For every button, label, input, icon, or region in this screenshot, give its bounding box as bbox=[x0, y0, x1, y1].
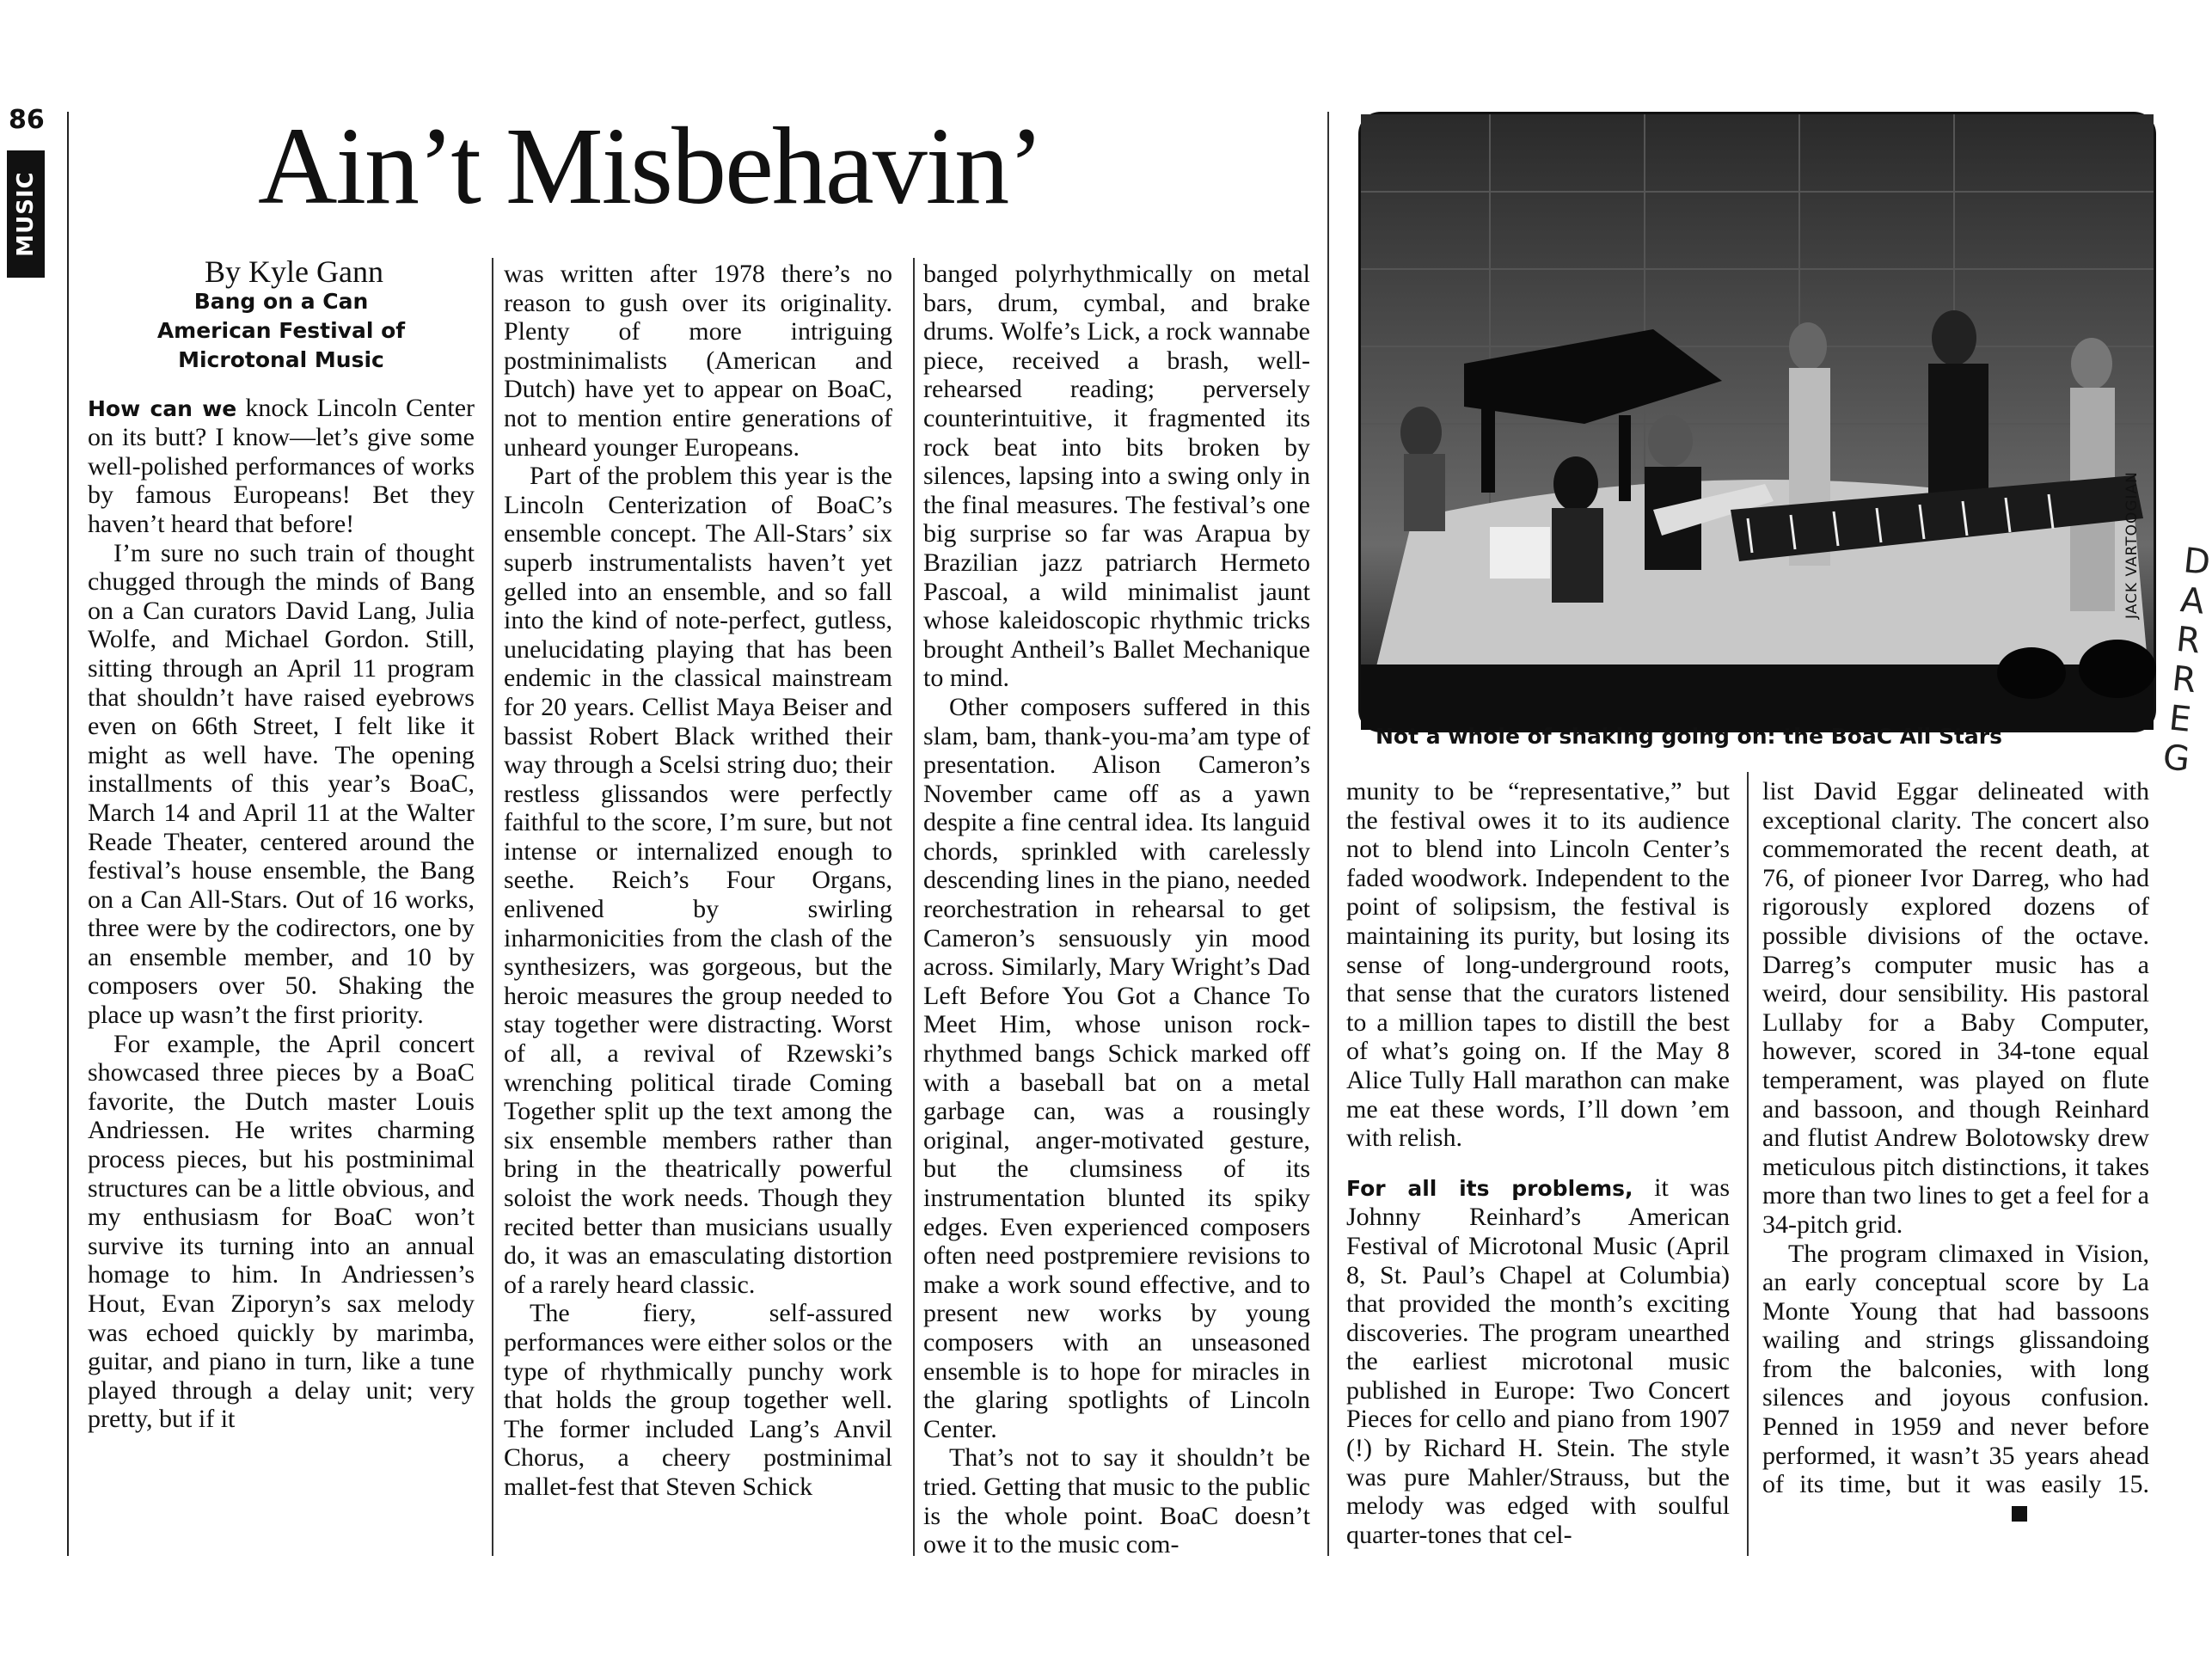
column-1 bbox=[88, 254, 475, 1434]
photo-credit: JACK VARTOOGIAN bbox=[2123, 471, 2141, 619]
paragraph: For example, the April concert showcased three pieces by a BoaC favorite, the Dutch master Louis Andriessen. He writes charming process pieces, but his postminimal structures can be a little obvious, and my enthusiasm for BoaC won’t survive its turning into an annual homage to him. In Andriessen’s Hout, Evan Ziporyn’s sax melody was echoed quickly by marimba, guitar, and piano in turn, like a tune played through a delay unit; very pretty, but if it bbox=[88, 1029, 475, 1434]
paragraph: was written after 1978 there’s no reason to gush over its originality. Plenty of more intriguing postminimalists (American and Dutch) have yet to appear on BoaC, not to mention entire generations of unheard younger Europeans. bbox=[504, 260, 892, 462]
page-number: 86 bbox=[9, 105, 45, 135]
column-3 bbox=[923, 260, 1310, 1559]
column-rule-4 bbox=[1747, 772, 1749, 1556]
headline: Ain’t Misbehavin’ bbox=[258, 105, 1043, 227]
deck-line-1: Bang on a Can bbox=[193, 288, 369, 314]
paragraph: The fiery, self-assured performances were either solos or the type of rhythmically punchy work that holds the group together well. The former included Lang’s Anvil Chorus, a cheery postminimal mallet-fest that Steven Schick bbox=[504, 1299, 892, 1501]
paragraph bbox=[1762, 1240, 2149, 1528]
paragraph: I’m sure no such train of thought chugged through the minds of Bang on a Can curators David Lang, Julia Wolfe, and Michael Gordon. Still, sitting through an April 11 program that shouldn’t have raised eyebrows even on 66th Street, I felt like it might as well have. The opening installments of this year’s BoaC, March 14 and April 11 at the Walter Reade Theater, centered around the festival’s house ensemble, the Bang on a Can All-Stars. Out of 16 works, three were by the codirectors, one by an ensemble member, and 10 by composers over 50. Shaking the place up wasn’t the first priority. bbox=[88, 538, 475, 1030]
section-tab bbox=[7, 150, 45, 278]
column-rule-3 bbox=[1327, 112, 1329, 1556]
paragraph: list David Eggar delineated with exceptional clarity. The concert also commemorated the recent death, at 76, of pioneer Ivor Darreg, who had rigorously explored dozens of possible divisions of the octave. Darreg’s computer music has a weird, dour sensibility. His pastoral Lullaby for a Baby Computer, however, scored in 34-tone equal temperament, was played on flute and bassoon, and though Reinhard and flutist Andrew Bolotowsky drew meticulous pitch distinctions, it takes more than two lines to get a feel for a 34-pitch grid. bbox=[1762, 777, 2149, 1239]
paragraph: munity to be “representative,” but the festival owes it to its audience not to blend into Lincoln Center’s faded woodwork. Independent to the point of solipsism, the festival is maintaining its purity, but losing its sense of long-underground roots, that sense that the curators listened to a million tapes to distill the best of what’s going on. If the May 8 Alice Tully Hall marathon can make me eat these words, I’ll down ’em with relish. bbox=[1346, 777, 1730, 1153]
paragraph-text: knock Lincoln Center on its butt? I know—let’s give some well-polished performances of works by famous Europeans! Bet they haven’t heard that before! bbox=[88, 393, 475, 538]
column-rule-2 bbox=[913, 258, 915, 1556]
column-2 bbox=[504, 260, 892, 1502]
paragraph bbox=[88, 394, 475, 539]
photo-illustration bbox=[1361, 114, 2154, 730]
deck-line-3: Microtonal Music bbox=[178, 346, 384, 372]
lead-in: For all its problems, bbox=[1346, 1175, 1633, 1201]
byline: By Kyle Gann bbox=[205, 254, 383, 289]
section-label: MUSIC bbox=[13, 171, 39, 257]
handwritten-note: DARREG bbox=[2160, 541, 2212, 780]
column-4 bbox=[1346, 777, 1730, 1549]
paragraph: Part of the problem this year is the Lincoln Centerization of BoaC’s ensemble concept. The All-Stars’ six superb instrumentalists haven’t yet gelled into an ensemble, and so fall into the kind of note-perfect, gutless, unelucidating playing that has been endemic in the classical mainstream for 20 years. Cellist Maya Beiser and bassist Robert Black writhed their way through a Scelsi string duo; their restless glissandos were perfectly faithful to the score, I’m sure, but not intense or internalized enough to seethe. Reich’s Four Organs, enlivened by swirling inharmonicities from the clash of the synthesizers, was gorgeous, but the heroic measures the group needed to stay together were distracting. Worst of all, a revival of Rzewski’s wrenching political tirade Coming Together split up the text among the six ensemble members rather than bring in the theatrically powerful soloist the work needs. Though they recited better than musicians usually do, it was an emasculating distortion of a rarely heard classic. bbox=[504, 462, 892, 1299]
end-mark bbox=[2012, 1506, 2027, 1522]
column-rule-1 bbox=[492, 258, 493, 1556]
paragraph: Other composers suffered in this slam, bam, thank-you-ma’am type of presentation. Alison Cameron’s November came off as a yawn despite a fine central idea. Its languid chords, sprinkled with carelessly descending lines in the piano, needed reorchestration in rehearsal to get Cameron’s sensuously yin mood across. Similarly, Mary Wright’s Dad Left Before You Got a Chance To Meet Him, whose unison rock-rhythmed bangs Schick marked off with a baseball bat on a metal garbage can, was a rousingly original, anger-motivated gesture, but the clumsiness of its instrumentation blunted its spiky edges. Even experienced composers often need postpremiere revisions to make a work sound effective, and to present new works by young composers with an unseasoned ensemble is to hope for miracles in the glaring spotlights of Lincoln Center. bbox=[923, 692, 1310, 1443]
column-5 bbox=[1762, 777, 2149, 1528]
paragraph bbox=[1346, 1173, 1730, 1550]
ensemble-photo bbox=[1358, 112, 2156, 732]
deck-line-2: American Festival of bbox=[156, 317, 406, 343]
deck bbox=[88, 287, 475, 375]
paragraph: That’s not to say it shouldn’t be tried. Getting that music to the public is the whole point. BoaC doesn’t owe it to the music com- bbox=[923, 1443, 1310, 1559]
paragraph-text: it was Johnny Reinhard’s American Festival of Microtonal Music (April 8, St. Paul’s Chapel at Columbia) that provided the month’s exciting discoveries. The program unearthed the earliest microtonal music published in Europe: Two Concert Pieces for cello and piano from 1907 (!) by Richard H. Stein. The style was pure Mahler/Strauss, but the melody was edged with soulful quarter-tones that cel- bbox=[1346, 1173, 1731, 1549]
photo-caption: Not a whole of shaking going on: the BoaC All Stars bbox=[1376, 724, 2003, 749]
paragraph: banged polyrhythmically on metal bars, drum, cymbal, and brake drums. Wolfe’s Lick, a rock wannabe piece, received a brash, well-rehearsed reading; perversely counterintuitive, it fragmented its rock beat into bits broken by silences, lapsing into a swing only in the final measures. The festival’s one big surprise so far was Arapua by Brazilian jazz patriarch Hermeto Pascoal, a wild minimalist jaunt whose kaleidoscopic rhythmic tricks brought Antheil’s Ballet Mechanique to mind. bbox=[923, 260, 1310, 693]
lead-in: How can we bbox=[88, 395, 237, 421]
left-rule bbox=[67, 112, 69, 1556]
paragraph-text: The program climaxed in Vision, an early conceptual score by La Monte Young that had bassoons wailing and strings glissandoing from the balconies, with long silences and joyous confusion. Penned in 1959 and never before performed, it wasn’t 35 years ahead of its time, but it was easily 15. bbox=[1762, 1239, 2149, 1499]
